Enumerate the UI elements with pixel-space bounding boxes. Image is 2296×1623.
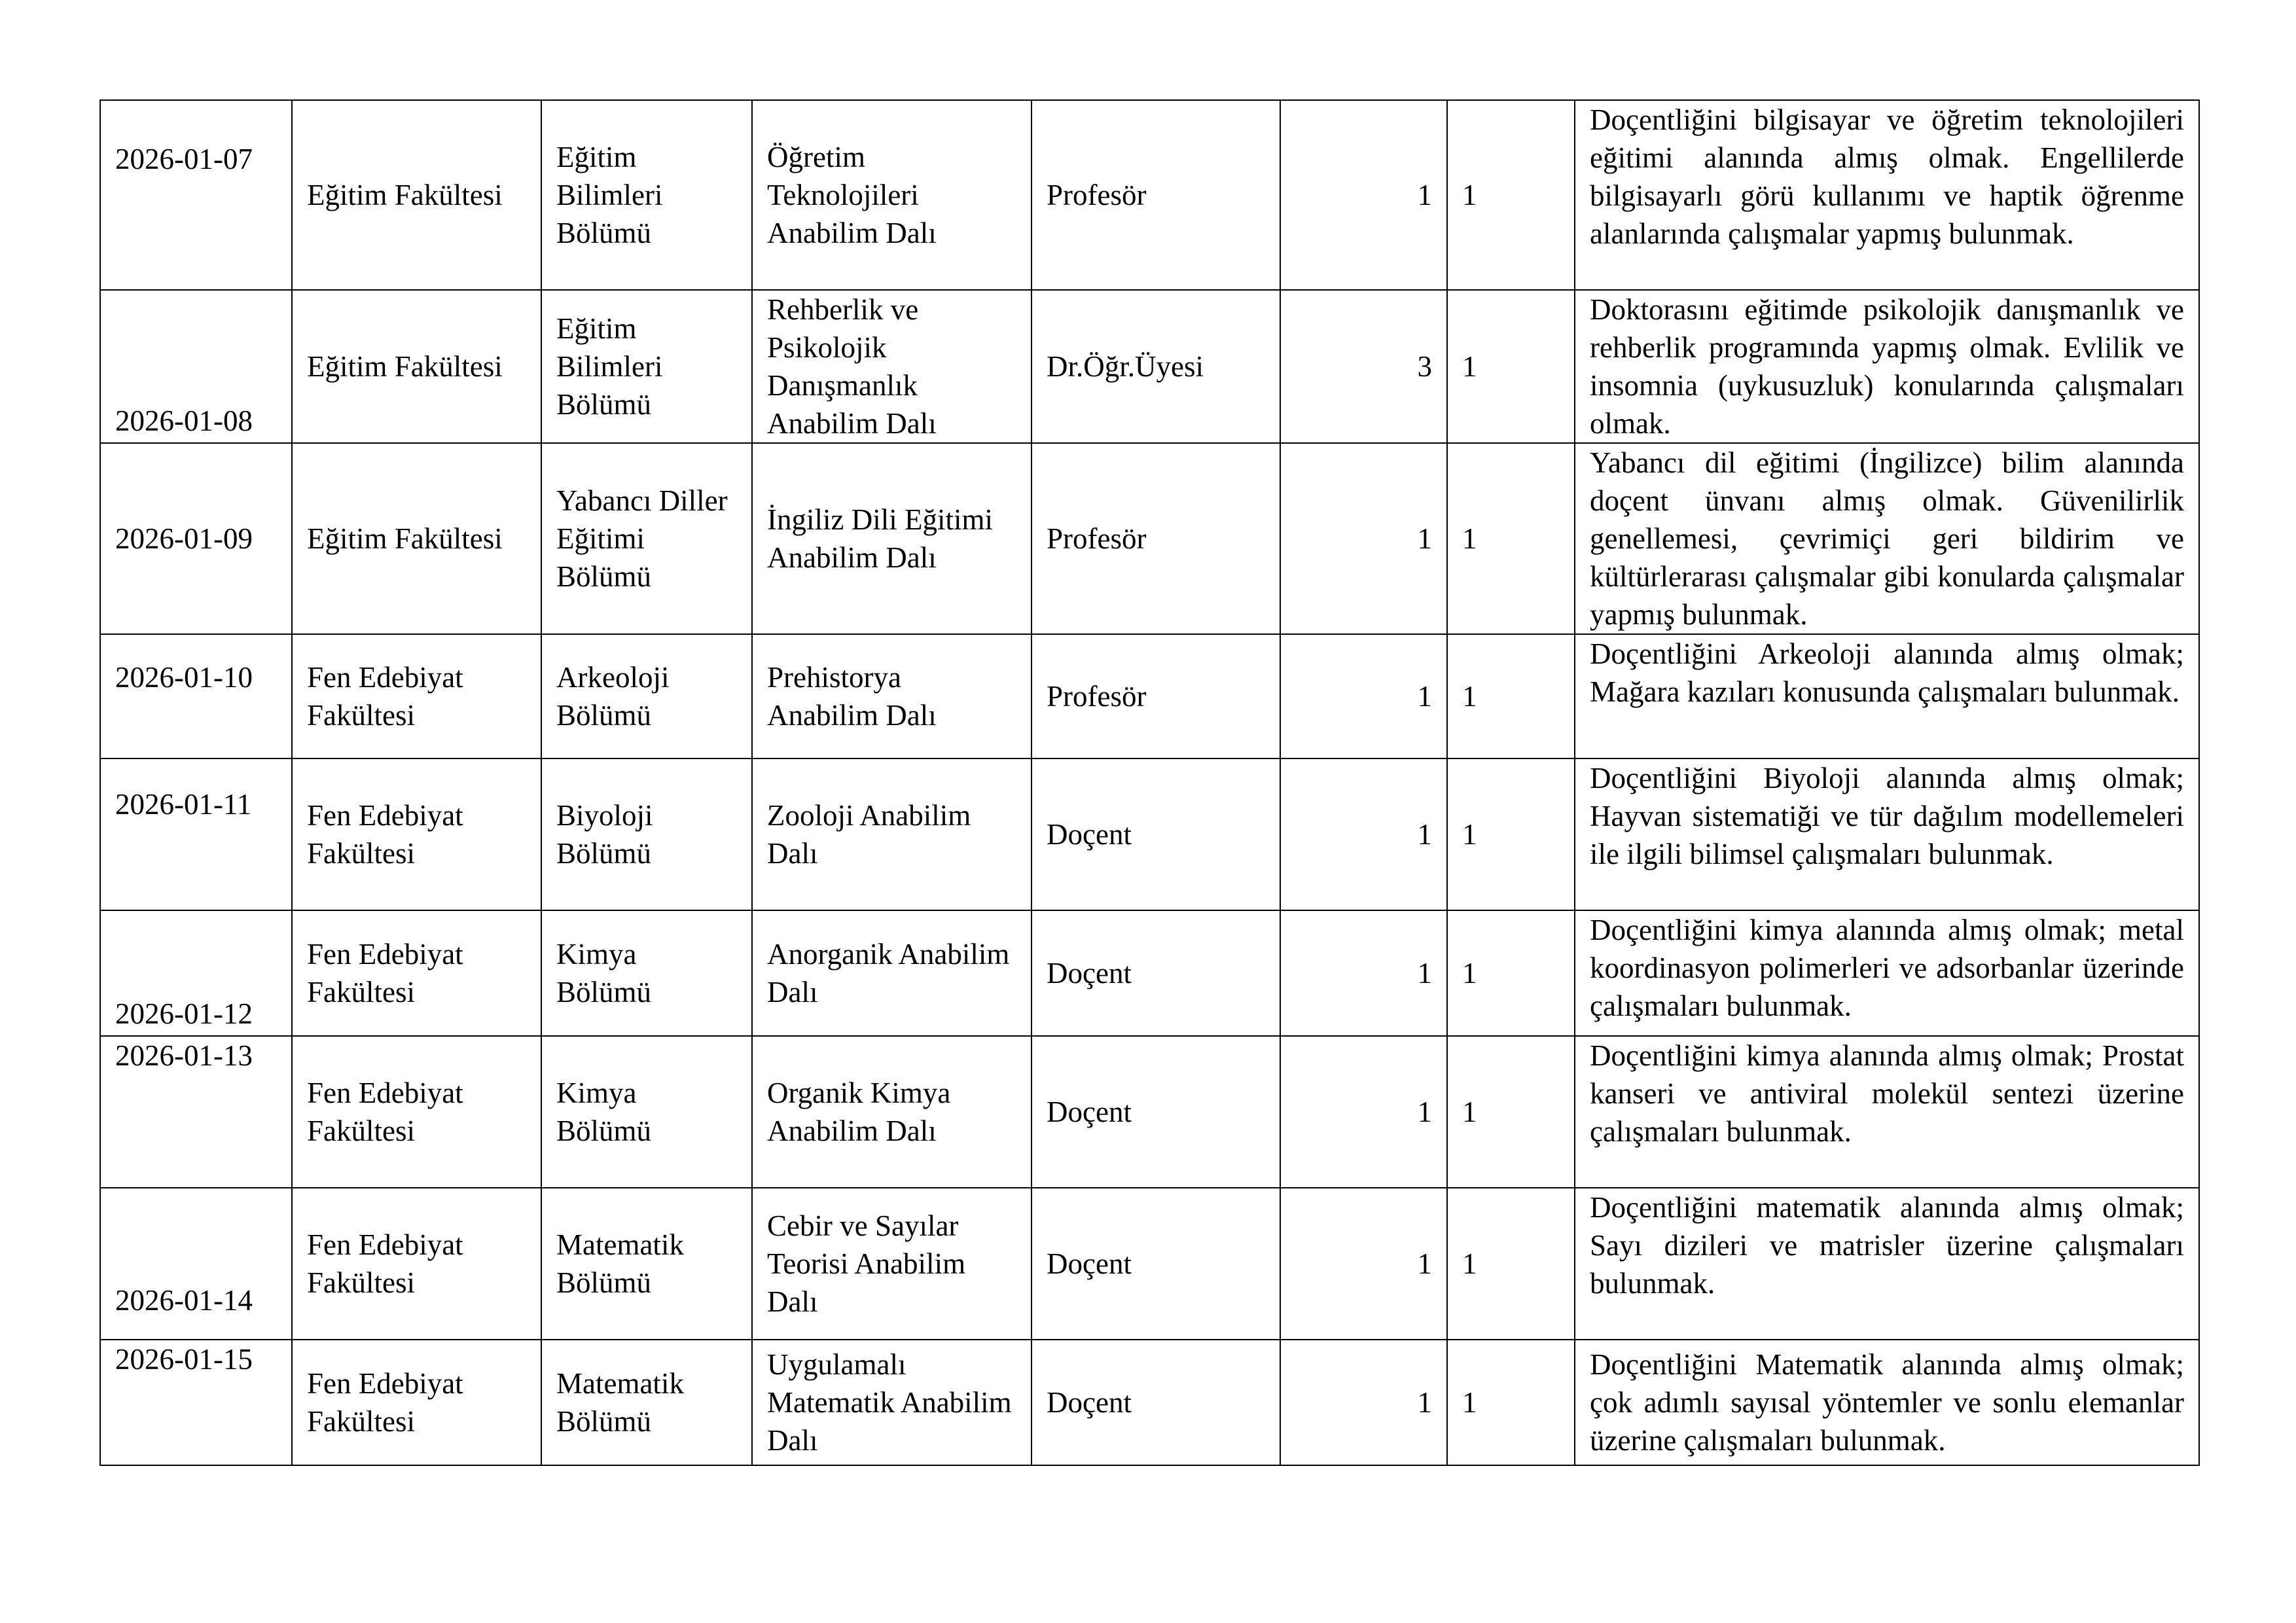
table-row [100,1340,2199,1465]
requirement-cell: Doçentliğini bilgisayar ve öğretim teknolojileri eğitimi alanında almış olmak. Engellilerde bilgisayarlı görü kullanımı ve haptik öğrenme alanlarında çalışmalar yapmış bulunmak. [1575,100,2199,290]
division-cell: İngiliz Dili Eğitimi Anabilim Dalı [752,443,1031,634]
count2-cell: 1 [1447,1188,1575,1340]
count2-cell: 1 [1447,1340,1575,1465]
requirement-cell: Doçentliğini Arkeoloji alanında almış olmak; Mağara kazıları konusunda çalışmaları bulunmak. [1575,634,2199,758]
requirement-cell: Doçentliğini matematik alanında almış olmak; Sayı dizileri ve matrisler üzerine çalışmaları bulunmak. [1575,1188,2199,1340]
position-table [99,99,2200,1466]
faculty-cell: Fen Edebiyat Fakültesi [292,1036,541,1188]
faculty-cell: Fen Edebiyat Fakültesi [292,1188,541,1340]
requirement-cell: Doçentliğini Matematik alanında almış olmak; çok adımlı sayısal yöntemler ve sonlu elemanlar üzerine çalışmaları bulunmak. [1575,1340,2199,1465]
count2-cell: 1 [1447,1036,1575,1188]
faculty-cell: Eğitim Fakültesi [292,100,541,290]
date-cell: 2026-01-07 [100,100,292,290]
count-cell: 3 [1280,290,1447,443]
date-cell: 2026-01-10 [100,634,292,758]
count-cell: 1 [1280,443,1447,634]
count2-cell: 1 [1447,443,1575,634]
title-cell: Profesör [1031,443,1280,634]
table-row [100,758,2199,910]
title-cell: Doçent [1031,1340,1280,1465]
count-cell: 1 [1280,634,1447,758]
date-cell: 2026-01-12 [100,910,292,1036]
requirement-cell: Yabancı dil eğitimi (İngilizce) bilim alanında doçent ünvanı almış olmak. Güvenilirlik genellemesi, çevrimiçi geri bildirim ve kültürlerarası çalışmalar gibi konularda çalışmalar yapmış bulunmak. [1575,443,2199,634]
department-cell: Biyoloji Bölümü [541,758,752,910]
faculty-cell: Fen Edebiyat Fakültesi [292,758,541,910]
title-cell: Profesör [1031,100,1280,290]
division-cell: Öğretim Teknolojileri Anabilim Dalı [752,100,1031,290]
table-row [100,290,2199,443]
department-cell: Matematik Bölümü [541,1188,752,1340]
faculty-cell: Eğitim Fakültesi [292,443,541,634]
date-cell: 2026-01-09 [100,443,292,634]
date-cell: 2026-01-15 [100,1340,292,1465]
date-cell: 2026-01-13 [100,1036,292,1188]
table-row [100,910,2199,1036]
title-cell: Doçent [1031,910,1280,1036]
division-cell: Cebir ve Sayılar Teorisi Anabilim Dalı [752,1188,1031,1340]
faculty-cell: Eğitim Fakültesi [292,290,541,443]
count-cell: 1 [1280,1036,1447,1188]
department-cell: Matematik Bölümü [541,1340,752,1465]
count-cell: 1 [1280,1188,1447,1340]
department-cell: Kimya Bölümü [541,910,752,1036]
date-cell: 2026-01-08 [100,290,292,443]
division-cell: Organik Kimya Anabilim Dalı [752,1036,1031,1188]
count-cell: 1 [1280,1340,1447,1465]
faculty-cell: Fen Edebiyat Fakültesi [292,634,541,758]
department-cell: Kimya Bölümü [541,1036,752,1188]
count2-cell: 1 [1447,758,1575,910]
department-cell: Eğitim Bilimleri Bölümü [541,100,752,290]
division-cell: Prehistorya Anabilim Dalı [752,634,1031,758]
department-cell: Eğitim Bilimleri Bölümü [541,290,752,443]
count2-cell: 1 [1447,100,1575,290]
title-cell: Doçent [1031,1188,1280,1340]
table-row [100,1188,2199,1340]
title-cell: Profesör [1031,634,1280,758]
count-cell: 1 [1280,100,1447,290]
division-cell: Rehberlik ve Psikolojik Danışmanlık Anabilim Dalı [752,290,1031,443]
requirement-cell: Doçentliğini Biyoloji alanında almış olmak; Hayvan sistematiği ve tür dağılım modellemeleri ile ilgili bilimsel çalışmaları bulunmak. [1575,758,2199,910]
count-cell: 1 [1280,758,1447,910]
table-row [100,443,2199,634]
date-cell: 2026-01-11 [100,758,292,910]
requirement-cell: Doktorasını eğitimde psikolojik danışmanlık ve rehberlik programında yapmış olmak. Evlilik ve insomnia (uykusuzluk) konularında çalışmaları olmak. [1575,290,2199,443]
division-cell: Uygulamalı Matematik Anabilim Dalı [752,1340,1031,1465]
title-cell: Doçent [1031,758,1280,910]
table-row [100,100,2199,290]
department-cell: Arkeoloji Bölümü [541,634,752,758]
count2-cell: 1 [1447,634,1575,758]
table-row [100,1036,2199,1188]
count2-cell: 1 [1447,290,1575,443]
table-row [100,634,2199,758]
title-cell: Dr.Öğr.Üyesi [1031,290,1280,443]
count-cell: 1 [1280,910,1447,1036]
requirement-cell: Doçentliğini kimya alanında almış olmak; Prostat kanseri ve antiviral molekül sentezi üzerine çalışmaları bulunmak. [1575,1036,2199,1188]
department-cell: Yabancı Diller Eğitimi Bölümü [541,443,752,634]
title-cell: Doçent [1031,1036,1280,1188]
faculty-cell: Fen Edebiyat Fakültesi [292,910,541,1036]
count2-cell: 1 [1447,910,1575,1036]
division-cell: Zooloji Anabilim Dalı [752,758,1031,910]
requirement-cell: Doçentliğini kimya alanında almış olmak; metal koordinasyon polimerleri ve adsorbanlar üzerinde çalışmaları bulunmak. [1575,910,2199,1036]
date-cell: 2026-01-14 [100,1188,292,1340]
faculty-cell: Fen Edebiyat Fakültesi [292,1340,541,1465]
division-cell: Anorganik Anabilim Dalı [752,910,1031,1036]
